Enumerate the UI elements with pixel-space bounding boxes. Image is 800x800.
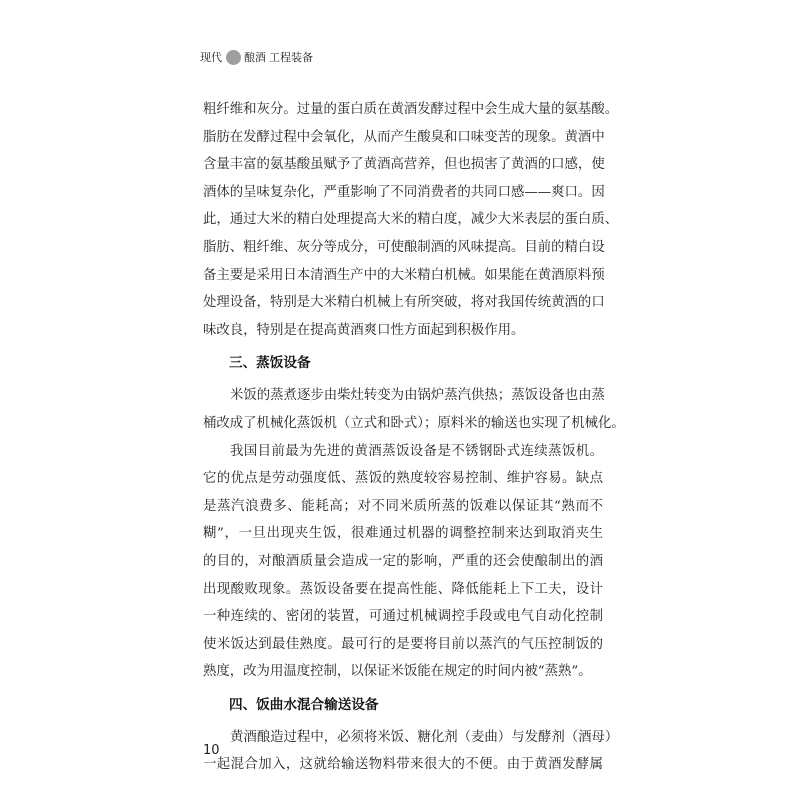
paragraph-steaming-details bbox=[203, 438, 603, 686]
text-line: 熟度，改为用温度控制，以保证米饭能在规定的时间内被“蒸熟”。 bbox=[203, 664, 592, 680]
section-heading-steaming: 三、蒸饭设备 bbox=[229, 355, 311, 372]
text-line: 味改良，特别是在提高黄酒爽口性方面起到积极作用。 bbox=[203, 322, 525, 338]
header-text-brewing: 酿酒 bbox=[244, 51, 266, 64]
text-line: 出现酸败现象。蒸饭设备要在提高性能、降低能耗上下工夫，设计 bbox=[203, 581, 603, 597]
section-heading-mixing-conveying: 四、饭曲水混合输送设备 bbox=[229, 696, 379, 713]
page-number: 10 bbox=[203, 743, 220, 758]
text-line: 使米饭达到最佳熟度。最可行的是要将目前以蒸汽的气压控制饭的 bbox=[203, 636, 603, 652]
text-line: 一种连续的、密闭的装置，可通过机械调控手段或电气自动化控制 bbox=[203, 609, 603, 625]
text-line: 脂肪在发酵过程中会氧化，从而产生酸臭和口味变苦的现象。黄酒中 bbox=[203, 129, 605, 145]
text-line: 黄酒酿造过程中，必须将米饭、糖化剂（麦曲）与发酵剂（酒母） bbox=[230, 729, 619, 745]
paragraph-mixing-intro bbox=[203, 724, 619, 779]
text-line: 备主要是采用日本清酒生产中的大米精白机械。如果能在黄酒原料预 bbox=[203, 267, 605, 283]
text-line: 处理设备，特别是大米精白机械上有所突破，将对我国传统黄酒的口 bbox=[203, 295, 605, 311]
text-line: 的目的，对酿酒质量会造成一定的影响，严重的还会使酿制出的酒 bbox=[203, 553, 603, 569]
text-line: 我国目前最为先进的黄酒蒸饭设备是不锈钢卧式连续蒸饭机。 bbox=[230, 443, 603, 459]
body-text bbox=[203, 96, 625, 779]
text-line: 此，通过大米的精白处理提高大米的精白度，减少大米表层的蛋白质、 bbox=[203, 212, 619, 228]
header-circle-icon bbox=[226, 50, 241, 65]
text-line: 酒体的呈味复杂化，严重影响了不同消费者的共同口感——爽口。因 bbox=[203, 184, 605, 200]
header-text-equipment: 工程装备 bbox=[269, 51, 313, 64]
text-line: 它的优点是劳动强度低、蒸饭的熟度较容易控制、维护容易。缺点 bbox=[203, 471, 603, 487]
text-line: 糊”，一旦出现夹生饭，很难通过机器的调整控制来达到取消夹生 bbox=[203, 526, 603, 542]
text-line: 含量丰富的氨基酸虽赋予了黄酒高营养，但也损害了黄酒的口感，使 bbox=[203, 157, 605, 173]
running-header bbox=[200, 48, 313, 66]
header-text-modern: 现代 bbox=[200, 51, 222, 64]
text-line: 米饭的蒸煮逐步由柴灶转变为由锅炉蒸汽供热；蒸饭设备也由蒸 bbox=[230, 388, 605, 404]
paragraph-rice-polishing bbox=[203, 96, 619, 344]
paragraph-steaming-intro bbox=[203, 382, 625, 437]
text-line: 一起混合加入，这就给输送物料带来很大的不便。由于黄酒发酵属 bbox=[203, 757, 603, 773]
text-line: 是蒸汽浪费多、能耗高；对不同米质所蒸的饭难以保证其“熟而不 bbox=[203, 498, 603, 514]
text-line: 粗纤维和灰分。过量的蛋白质在黄酒发酵过程中会生成大量的氨基酸。 bbox=[203, 102, 619, 117]
text-line: 脂肪、粗纤维、灰分等成分，可使酿制酒的风味提高。目前的精白设 bbox=[203, 239, 605, 255]
text-line: 桶改成了机械化蒸饭机（立式和卧式）；原料米的输送也实现了机械化。 bbox=[203, 415, 625, 431]
